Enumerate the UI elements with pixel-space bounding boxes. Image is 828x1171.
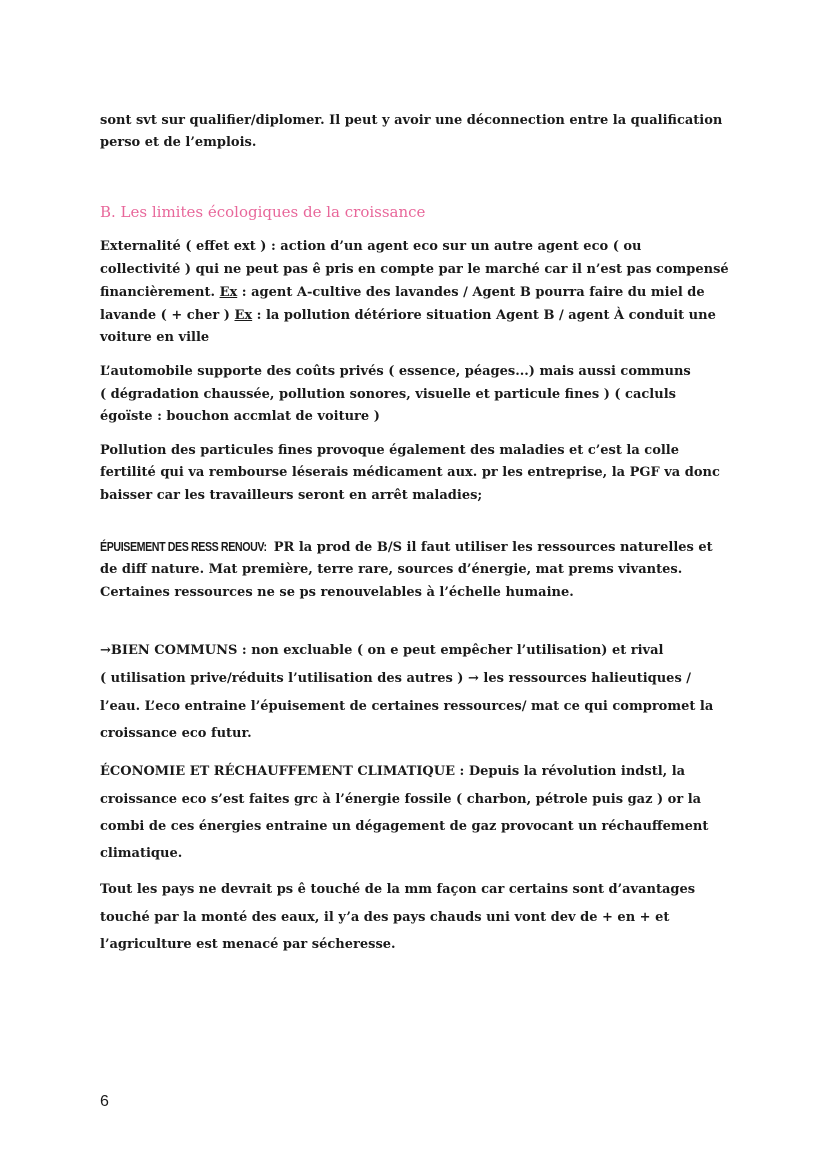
- section-heading: B. Les limites écologiques de la croissance: [100, 203, 426, 221]
- text-line: perso et de l’emplois.: [100, 135, 257, 150]
- text-line: sont svt sur qualifier/diplomer. Il peut y avoir une déconnection entre la qualification: [100, 113, 723, 128]
- text-line: égoïste : bouchon accmlat de voiture ): [100, 409, 380, 424]
- text-line: Externalité ( effet ext ) : action d’un agent eco sur un autre agent eco ( ou: [100, 239, 642, 254]
- text-line: [100, 284, 705, 302]
- text-line: l’agriculture est menacé par sécheresse.: [100, 937, 396, 952]
- page-number: 6: [100, 1093, 109, 1110]
- text: financièrement.: [100, 285, 220, 300]
- text: : la pollution détériore situation Agent B / agent À conduit une: [252, 308, 716, 323]
- text: PR la prod de B/S il faut utiliser les ressources naturelles et: [269, 540, 713, 555]
- text-line: fertilité qui va rembourse léserais médicament aux. pr les entreprise, la PGF va donc: [100, 465, 720, 480]
- text-line: climatique.: [100, 846, 183, 861]
- text-line: ( dégradation chaussée, pollution sonores, visuelle et particule fines ) ( cacluls: [100, 387, 676, 402]
- text-line: [100, 538, 713, 557]
- example-label: Ex: [219, 285, 238, 300]
- text-line: Certaines ressources ne se ps renouvelables à l’échelle humaine.: [100, 585, 574, 600]
- text-line: croissance eco s’est faites grc à l’énergie fossile ( charbon, pétrole puis gaz ) or la: [100, 792, 702, 807]
- text-line: de diff nature. Mat première, terre rare, sources d’énergie, mat prems vivantes.: [100, 562, 683, 577]
- text-line: →BIEN COMMUNS : non excluable ( on e peut empêcher l’utilisation) et rival: [100, 643, 664, 658]
- text-line: combi de ces énergies entraine un dégagement de gaz provocant un réchauffement: [100, 819, 709, 834]
- text-line: croissance eco futur.: [100, 726, 252, 741]
- text-line: collectivité ) qui ne peut pas ê pris en compte par le marché car il n’est pas compensé: [100, 262, 729, 277]
- text: lavande ( + cher ): [100, 308, 235, 323]
- text-line: baisser car les travailleurs seront en arrêt maladies;: [100, 488, 483, 503]
- text-line: [100, 307, 716, 325]
- text-line: touché par la monté des eaux, il y’a des pays chauds uni vont dev de + en + et: [100, 910, 670, 925]
- text-line: Tout les pays ne devrait ps ê touché de la mm façon car certains sont d’avantages: [100, 882, 696, 897]
- text-line: voiture en ville: [100, 330, 210, 345]
- epuisement-label: ÉPUISEMENT DES RESS RENOUV:: [100, 539, 267, 554]
- text: : agent A-cultive des lavandes / Agent B pourra faire du miel de: [237, 285, 705, 300]
- text-line: Pollution des particules fines provoque également des maladies et c’est la colle: [100, 443, 680, 458]
- text-line: ÉCONOMIE ET RÉCHAUFFEMENT CLIMATIQUE : Depuis la révolution indstl, la: [100, 764, 686, 779]
- text-line: ( utilisation prive/réduits l’utilisation des autres ) → les ressources halieutiques /: [100, 671, 692, 686]
- text-line: L’automobile supporte des coûts privés ( essence, péages...) mais aussi communs: [100, 364, 691, 379]
- text-line: l’eau. L’eco entraine l’épuisement de certaines ressources/ mat ce qui compromet la: [100, 699, 714, 714]
- example-label: Ex: [234, 308, 253, 323]
